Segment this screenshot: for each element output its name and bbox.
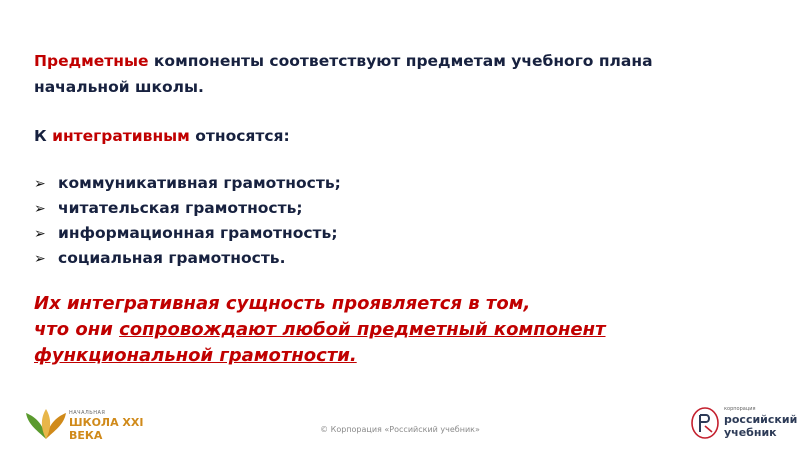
arrow-bullet-icon: ➢ [34,226,46,242]
list-item [34,171,341,196]
literacy-list [34,171,341,271]
emblem-icon [690,406,720,440]
paragraph-integrative-intro [34,123,290,149]
right-logo-line2: учебник [724,426,777,439]
list-item [34,246,341,271]
list-item-text: информационная грамотность; [58,224,338,242]
integrative-highlight: интегративным [52,127,190,145]
russian-textbook-logo [690,404,798,444]
conclusion-line2-underlined: сопровождают любой предметный компонент [119,319,606,340]
copyright-text: © Корпорация «Российский учебник» [320,425,480,434]
left-logo-small-text: НАЧАЛЬНАЯ [69,410,106,416]
intro-suffix: относятся: [189,127,290,145]
conclusion-line1: Их интегративная сущность проявляется в том, [34,293,531,314]
subject-highlight: Предметные [34,52,149,70]
right-logo-line1: российский [724,413,798,426]
list-item-text: коммуникативная грамотность; [58,174,341,192]
paragraph1-line1-text: компоненты соответствуют предметам учебного плана [148,52,653,70]
right-logo-small-text: корпорация [724,406,756,412]
paragraph-subject-components [34,48,653,100]
intro-prefix: К [34,127,53,145]
list-item-text: социальная грамотность. [58,249,286,267]
leaves-icon [24,405,68,441]
paragraph1-line2-text: начальной школы. [34,78,204,96]
conclusion-line3-underlined: функциональной грамотности. [34,345,357,366]
list-item [34,221,341,246]
school-21-century-logo [24,405,154,441]
list-item [34,196,341,221]
arrow-bullet-icon: ➢ [34,176,46,192]
conclusion-statement [34,291,606,369]
arrow-bullet-icon: ➢ [34,201,46,217]
left-logo-title: ШКОЛА XXI ВЕКА [69,416,144,442]
list-item-text: читательская грамотность; [58,199,303,217]
arrow-bullet-icon: ➢ [34,251,46,267]
conclusion-line2-plain: что они [34,319,120,340]
